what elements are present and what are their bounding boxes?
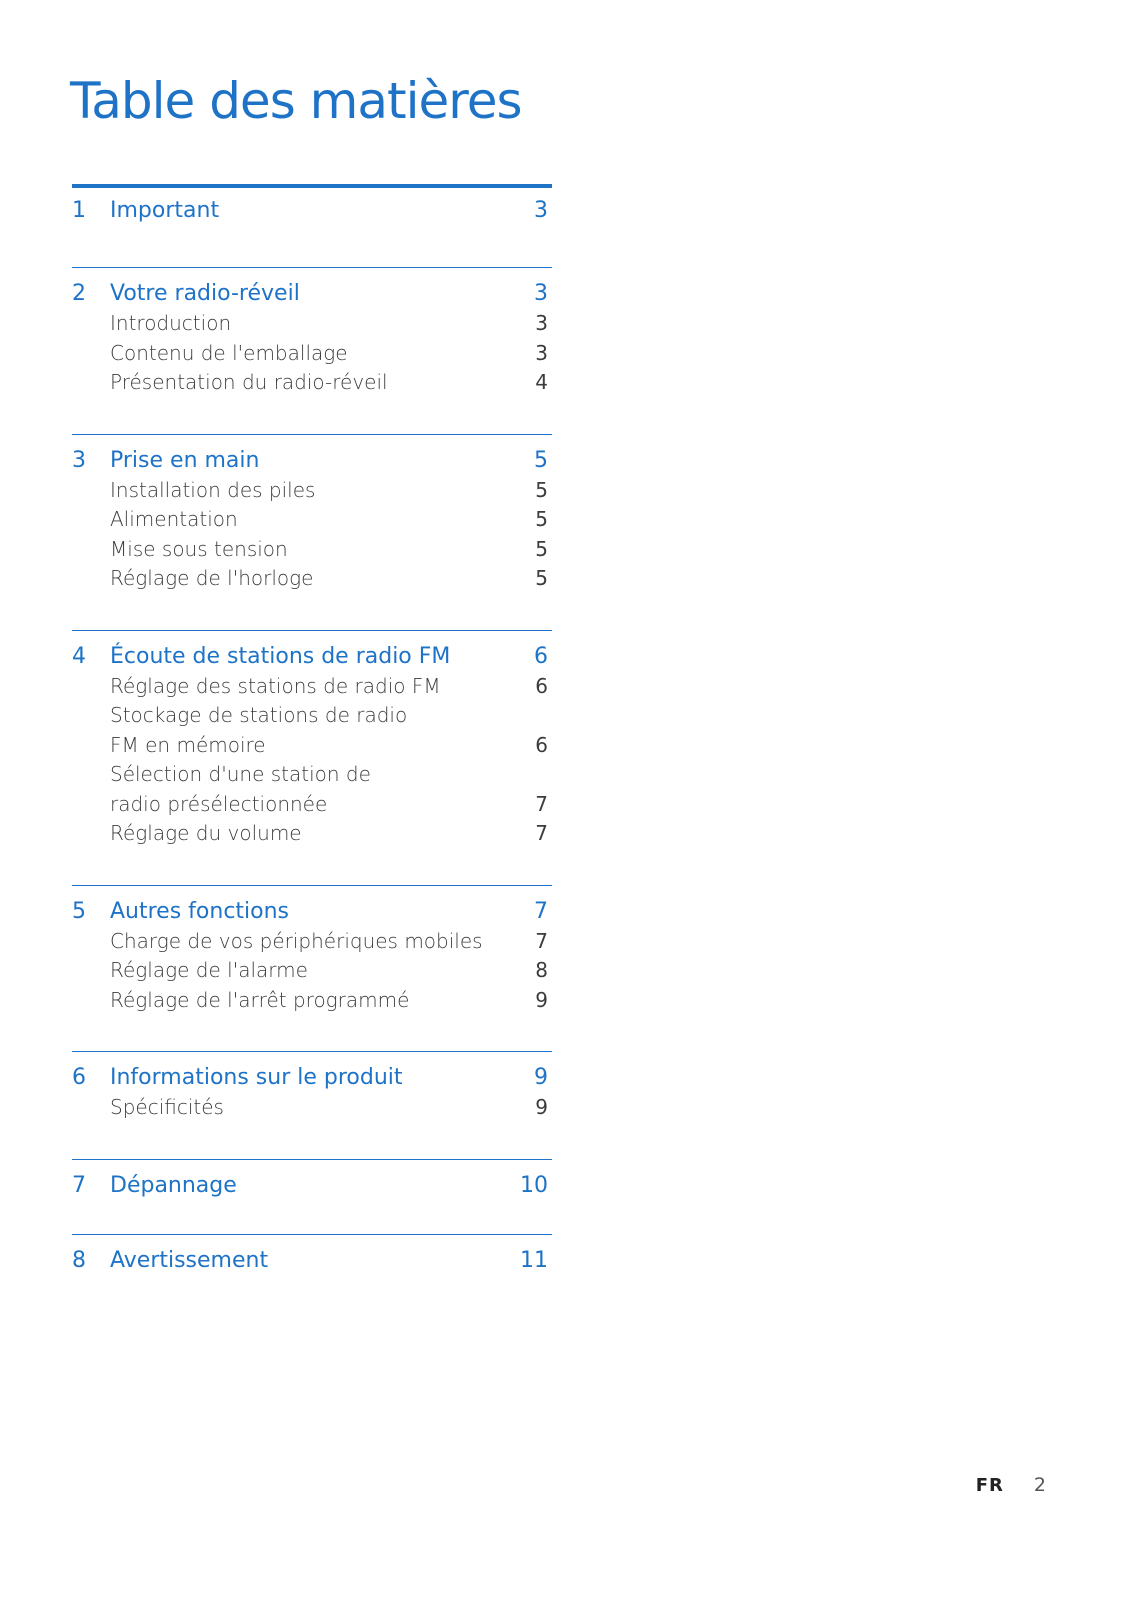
section-heading-avertissement[interactable] — [72, 1246, 552, 1276]
entry-page-number: 7 — [535, 928, 548, 953]
section-heading-informations-produit[interactable] — [72, 1063, 552, 1093]
section-number: 8 — [72, 1247, 86, 1273]
entry-label: Réglage de l'horloge — [110, 566, 314, 590]
entry-page-number: 4 — [535, 370, 548, 394]
section-title: Dépannage — [110, 1172, 237, 1198]
toc-section — [72, 630, 552, 849]
entry-label: Charge de vos périphériques mobiles — [110, 928, 483, 953]
entry-page-number: 7 — [535, 821, 548, 845]
entry-label: Sélection d'une station de radio présélectionnée — [110, 762, 371, 816]
section-title: Autres fonctions — [110, 898, 290, 924]
page-footer — [976, 1474, 1046, 1496]
toc-section — [72, 434, 552, 594]
section-heading-depannage[interactable] — [72, 1171, 552, 1201]
toc-entry[interactable] — [72, 339, 552, 369]
entry-label: Spécificités — [110, 1095, 224, 1119]
toc-entry[interactable] — [72, 505, 552, 535]
entry-page-number: 5 — [535, 477, 548, 502]
entry-label: Réglage de l'alarme — [110, 958, 308, 982]
entry-page-number: 7 — [535, 791, 548, 816]
toc-section — [72, 267, 552, 398]
toc-entry[interactable] — [72, 476, 552, 506]
toc-entry[interactable] — [72, 309, 552, 339]
toc-entry[interactable] — [72, 760, 552, 819]
section-page-number: 5 — [534, 447, 548, 473]
entry-page-number: 6 — [535, 732, 548, 757]
section-heading-ecoute-radio-fm[interactable] — [72, 642, 552, 672]
entry-page-number: 9 — [535, 987, 548, 1012]
entry-page-number: 6 — [535, 673, 548, 698]
toc-entry[interactable] — [72, 368, 552, 398]
section-heading-prise-en-main[interactable] — [72, 446, 552, 476]
toc-section — [72, 1159, 552, 1234]
entry-page-number: 5 — [535, 566, 548, 590]
section-number: 3 — [72, 447, 86, 473]
entry-page-number: 3 — [535, 311, 548, 335]
toc-section — [72, 1051, 552, 1123]
entry-label: Installation des piles — [110, 477, 316, 502]
section-heading-autres-fonctions[interactable] — [72, 897, 552, 927]
section-heading-radio-reveil[interactable] — [72, 279, 552, 309]
section-page-number: 11 — [520, 1247, 548, 1273]
entry-label: Présentation du radio-réveil — [110, 370, 388, 394]
entry-page-number: 8 — [535, 958, 548, 982]
toc-entry[interactable] — [72, 986, 552, 1016]
section-page-number: 3 — [534, 281, 548, 306]
toc-entry[interactable] — [72, 927, 552, 957]
section-number: 6 — [72, 1065, 86, 1090]
entry-label: Stockage de stations de radio FM en mémoire — [110, 703, 408, 757]
toc-entry[interactable] — [72, 956, 552, 986]
entry-page-number: 3 — [535, 340, 548, 365]
section-number: 7 — [72, 1172, 86, 1198]
section-page-number: 3 — [534, 198, 548, 223]
section-page-number: 10 — [520, 1172, 548, 1198]
section-title: Votre radio-réveil — [110, 281, 300, 306]
section-title: Avertissement — [110, 1247, 269, 1273]
section-page-number: 7 — [534, 898, 548, 924]
toc-section — [72, 184, 552, 267]
entry-page-number: 9 — [535, 1095, 548, 1119]
entry-label: Introduction — [110, 311, 232, 335]
entry-label: Réglage de l'arrêt programmé — [110, 987, 410, 1012]
toc-entry[interactable] — [72, 564, 552, 594]
page-number: 2 — [1033, 1474, 1046, 1496]
entry-label: Mise sous tension — [110, 536, 288, 561]
section-title: Prise en main — [110, 447, 260, 473]
section-title: Important — [110, 198, 220, 223]
entry-label: Réglage du volume — [110, 821, 302, 845]
toc-entry[interactable] — [72, 701, 552, 760]
section-number: 1 — [72, 198, 86, 223]
entry-label: Contenu de l'emballage — [110, 340, 348, 365]
toc-entry[interactable] — [72, 535, 552, 565]
entry-label: Réglage des stations de radio FM — [110, 673, 441, 698]
toc-entry[interactable] — [72, 672, 552, 702]
section-number: 5 — [72, 898, 86, 924]
section-number: 2 — [72, 281, 86, 306]
language-code: FR — [975, 1475, 1004, 1496]
entry-label: Alimentation — [110, 507, 238, 531]
section-title: Informations sur le produit — [110, 1065, 403, 1090]
toc-entry[interactable] — [72, 819, 552, 849]
entry-page-number: 5 — [535, 507, 548, 531]
toc-entry[interactable] — [72, 1093, 552, 1123]
entry-page-number: 5 — [535, 536, 548, 561]
section-number: 4 — [72, 643, 86, 669]
toc-section — [72, 885, 552, 1016]
section-title: Écoute de stations de radio FM — [110, 643, 451, 669]
toc-section — [72, 1234, 552, 1276]
section-page-number: 9 — [534, 1065, 548, 1090]
page-title: Table des matières — [70, 72, 522, 130]
section-page-number: 6 — [534, 643, 548, 669]
table-of-contents — [72, 184, 552, 1276]
section-heading-important[interactable] — [72, 196, 552, 226]
